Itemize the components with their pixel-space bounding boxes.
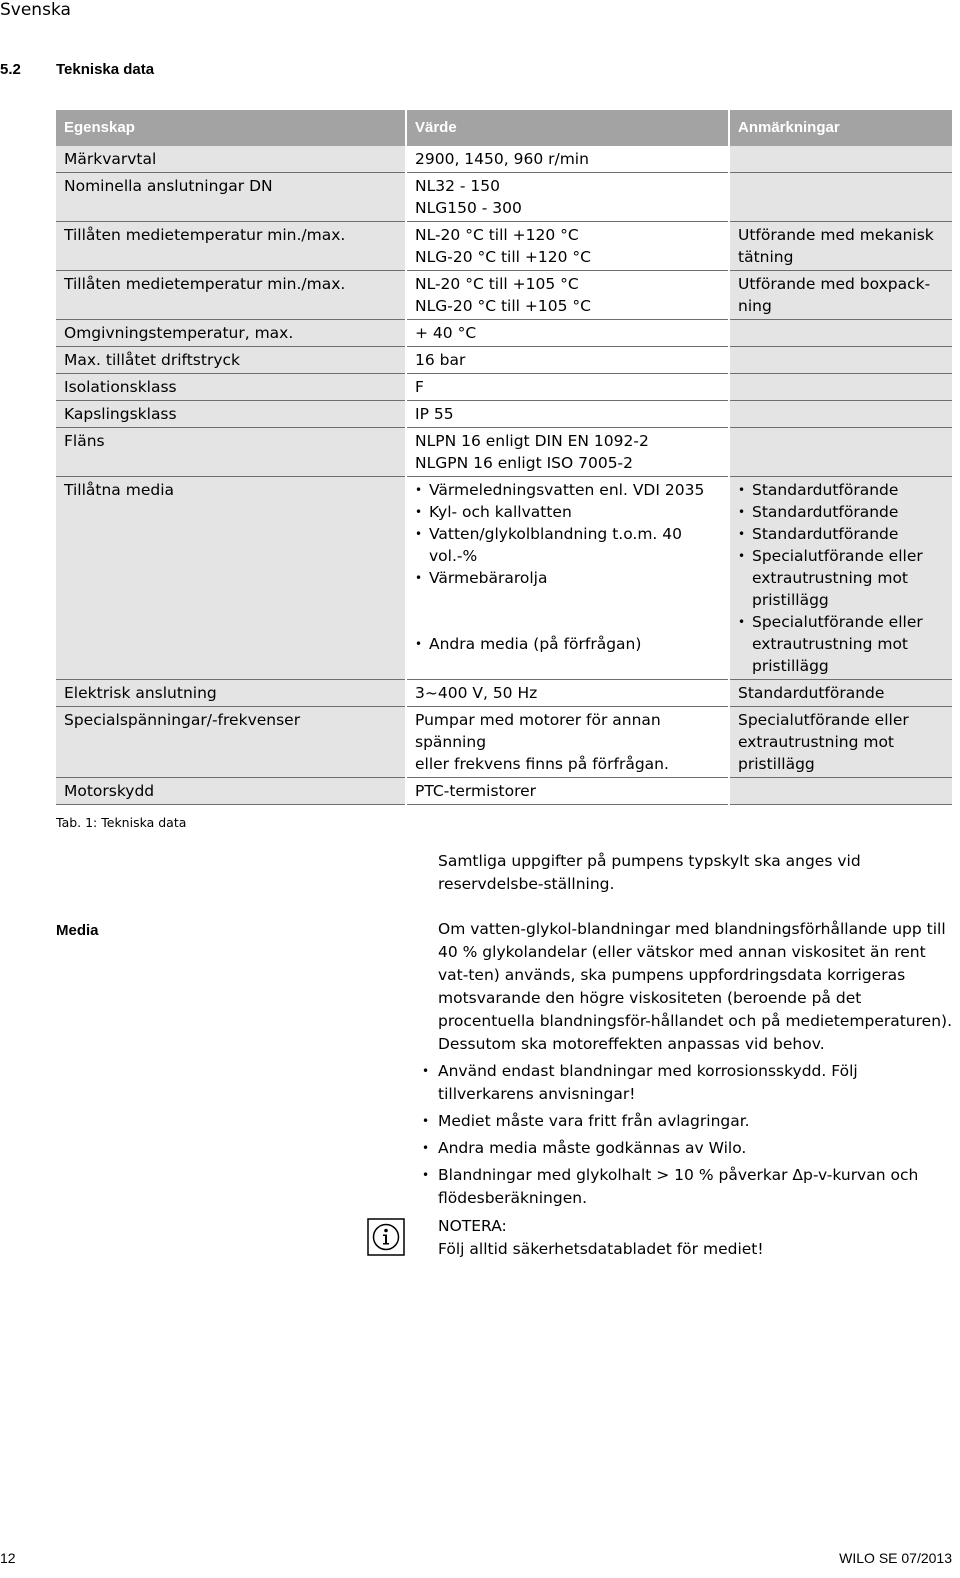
list-item: • Specialutförande eller extrautrustning mot pristillägg	[738, 545, 944, 611]
table-row	[56, 173, 952, 222]
publisher-footer: WILO SE 07/2013	[839, 1550, 952, 1566]
value-cell-line: F	[415, 378, 424, 396]
remarks-cell	[729, 146, 952, 173]
list-item: • Standardutförande	[738, 523, 944, 545]
table-caption: Tab. 1: Tekniska data	[56, 815, 187, 830]
spare-parts-note: Samtliga uppgifter på pumpens typskylt ska anges vid reservdelsbe-ställning.	[438, 852, 861, 893]
remarks-cell-line: Specialutförande eller	[738, 711, 909, 729]
value-cell-line: IP 55	[415, 405, 454, 423]
table-row	[56, 222, 952, 271]
property-cell: Max. tillåtet driftstryck	[56, 347, 406, 374]
media-values-cell	[406, 477, 729, 680]
list-item: • Standardutförande	[738, 501, 944, 523]
value-cell	[406, 271, 729, 320]
property-cell: Tillåten medietemperatur min./max.	[56, 271, 406, 320]
column-header-value: Värde	[406, 110, 729, 146]
remarks-cell	[729, 347, 952, 374]
remarks-cell	[729, 173, 952, 222]
property-cell: Tillåtna media	[56, 477, 406, 680]
value-cell	[406, 222, 729, 271]
notice-title: NOTERA:	[438, 1217, 507, 1235]
property-cell: Märkvarvtal	[56, 146, 406, 173]
remarks-cell-line: Standardutförande	[738, 684, 885, 702]
media-bullet-list	[438, 1060, 953, 1210]
table-row	[56, 778, 952, 805]
table-row	[56, 680, 952, 707]
list-item: • Blandningar med glykolhalt > 10 % påverkar Δp-v-kurvan och flödesberäkningen.	[438, 1164, 953, 1210]
remarks-cell	[729, 271, 952, 320]
media-remarks-list	[738, 479, 944, 677]
value-cell-line: Pumpar med motorer för annan spänning	[415, 711, 661, 751]
safety-notice	[438, 1215, 953, 1261]
property-cell: Specialspänningar/-frekvenser	[56, 707, 406, 778]
value-cell	[406, 401, 729, 428]
media-side-label: Media	[56, 922, 99, 939]
media-remarks-cell	[729, 477, 952, 680]
table-row	[56, 271, 952, 320]
list-item: • Använd endast blandningar med korrosionsskydd. Följ tillverkarens anvisningar!	[438, 1060, 953, 1106]
value-cell-line: NLG150 - 300	[415, 199, 522, 217]
property-cell: Nominella anslutningar DN	[56, 173, 406, 222]
value-cell	[406, 374, 729, 401]
value-cell-line: + 40 °C	[415, 324, 477, 342]
table-row	[56, 401, 952, 428]
remarks-cell	[729, 428, 952, 477]
table-row	[56, 707, 952, 778]
list-item: • Standardutförande	[738, 479, 944, 501]
remarks-cell	[729, 401, 952, 428]
remarks-cell-line: Utförande med boxpack-	[738, 275, 931, 293]
notice-text: Följ alltid säkerhetsdatabladet för mediet!	[438, 1240, 764, 1258]
value-cell	[406, 347, 729, 374]
value-cell-line: NL-20 °C till +120 °C	[415, 226, 579, 244]
list-item: • Kyl- och kallvatten	[415, 501, 720, 523]
remarks-cell-line: Utförande med mekanisk	[738, 226, 934, 244]
section-heading	[0, 60, 154, 80]
value-cell-line: 16 bar	[415, 351, 466, 369]
table-row-media	[56, 477, 952, 680]
property-cell: Elektrisk anslutning	[56, 680, 406, 707]
value-cell-line: eller frekvens finns på förfrågan.	[415, 755, 669, 773]
list-item: • Vatten/glykolblandning t.o.m. 40 vol.-%	[415, 523, 720, 567]
property-cell: Tillåten medietemperatur min./max.	[56, 222, 406, 271]
table-row	[56, 320, 952, 347]
table-row	[56, 347, 952, 374]
media-paragraph: Om vatten-glykol-blandningar med blandningsförhållande upp till 40 % glykolandelar (eller vätskor med annan viskositet än rent vat-ten) används, ska pumpens uppfordringsdata korrigeras motsvarande den högre viskositeten (beroende på det procentuella blandningsför-hållandet och på medietemperaturen). Dessutom ska motoreffekten anpassas vid behov.	[438, 920, 952, 1053]
property-cell: Fläns	[56, 428, 406, 477]
value-cell-line: NLG-20 °C till +105 °C	[415, 297, 591, 315]
property-cell: Omgivningstemperatur, max.	[56, 320, 406, 347]
media-section-body	[438, 918, 953, 1214]
value-cell-line: NL-20 °C till +105 °C	[415, 275, 579, 293]
remarks-cell-line: pristillägg	[738, 755, 815, 773]
remarks-cell	[729, 222, 952, 271]
value-cell	[406, 707, 729, 778]
value-cell-line: 2900, 1450, 960 r/min	[415, 150, 589, 168]
list-item: • Värmebärarolja	[415, 567, 720, 589]
value-cell	[406, 680, 729, 707]
remarks-cell	[729, 374, 952, 401]
value-cell	[406, 778, 729, 805]
value-cell-line: PTC-termistorer	[415, 782, 537, 800]
column-header-property: Egenskap	[56, 110, 406, 146]
value-cell	[406, 428, 729, 477]
list-item: • Specialutförande eller extrautrustning mot pristillägg	[738, 611, 944, 677]
section-title: Tekniska data	[56, 61, 155, 78]
table-row	[56, 428, 952, 477]
remarks-cell	[729, 778, 952, 805]
info-icon	[367, 1218, 405, 1256]
technical-data-table	[56, 110, 952, 805]
table-row	[56, 374, 952, 401]
value-cell	[406, 173, 729, 222]
value-cell-line: NLGPN 16 enligt ISO 7005-2	[415, 454, 634, 472]
list-item: • Andra media (på förfrågan)	[415, 633, 720, 655]
value-cell-line: 3~400 V, 50 Hz	[415, 684, 538, 702]
value-cell-line: NLPN 16 enligt DIN EN 1092-2	[415, 432, 649, 450]
remarks-cell-line: extrautrustning mot	[738, 733, 895, 751]
value-cell-line: NL32 - 150	[415, 177, 500, 195]
document-language: Svenska	[0, 0, 71, 20]
value-cell	[406, 320, 729, 347]
section-number: 5.2	[0, 61, 21, 78]
list-item: • Andra media måste godkännas av Wilo.	[438, 1137, 953, 1160]
value-cell	[406, 146, 729, 173]
remarks-cell-line: tätning	[738, 248, 794, 266]
table-header-row	[56, 110, 952, 146]
property-cell: Kapslingsklass	[56, 401, 406, 428]
page-number: 12	[0, 1550, 16, 1566]
property-cell: Motorskydd	[56, 778, 406, 805]
remarks-cell	[729, 680, 952, 707]
list-item: • Värmeledningsvatten enl. VDI 2035	[415, 479, 720, 501]
column-header-remarks: Anmärkningar	[729, 110, 952, 146]
list-item: • Mediet måste vara fritt från avlagringar.	[438, 1110, 953, 1133]
value-cell-line: NLG-20 °C till +120 °C	[415, 248, 591, 266]
table-row	[56, 146, 952, 173]
remarks-cell	[729, 320, 952, 347]
remarks-cell	[729, 707, 952, 778]
media-values-list	[415, 479, 720, 655]
remarks-cell-line: ning	[738, 297, 772, 315]
property-cell: Isolationsklass	[56, 374, 406, 401]
